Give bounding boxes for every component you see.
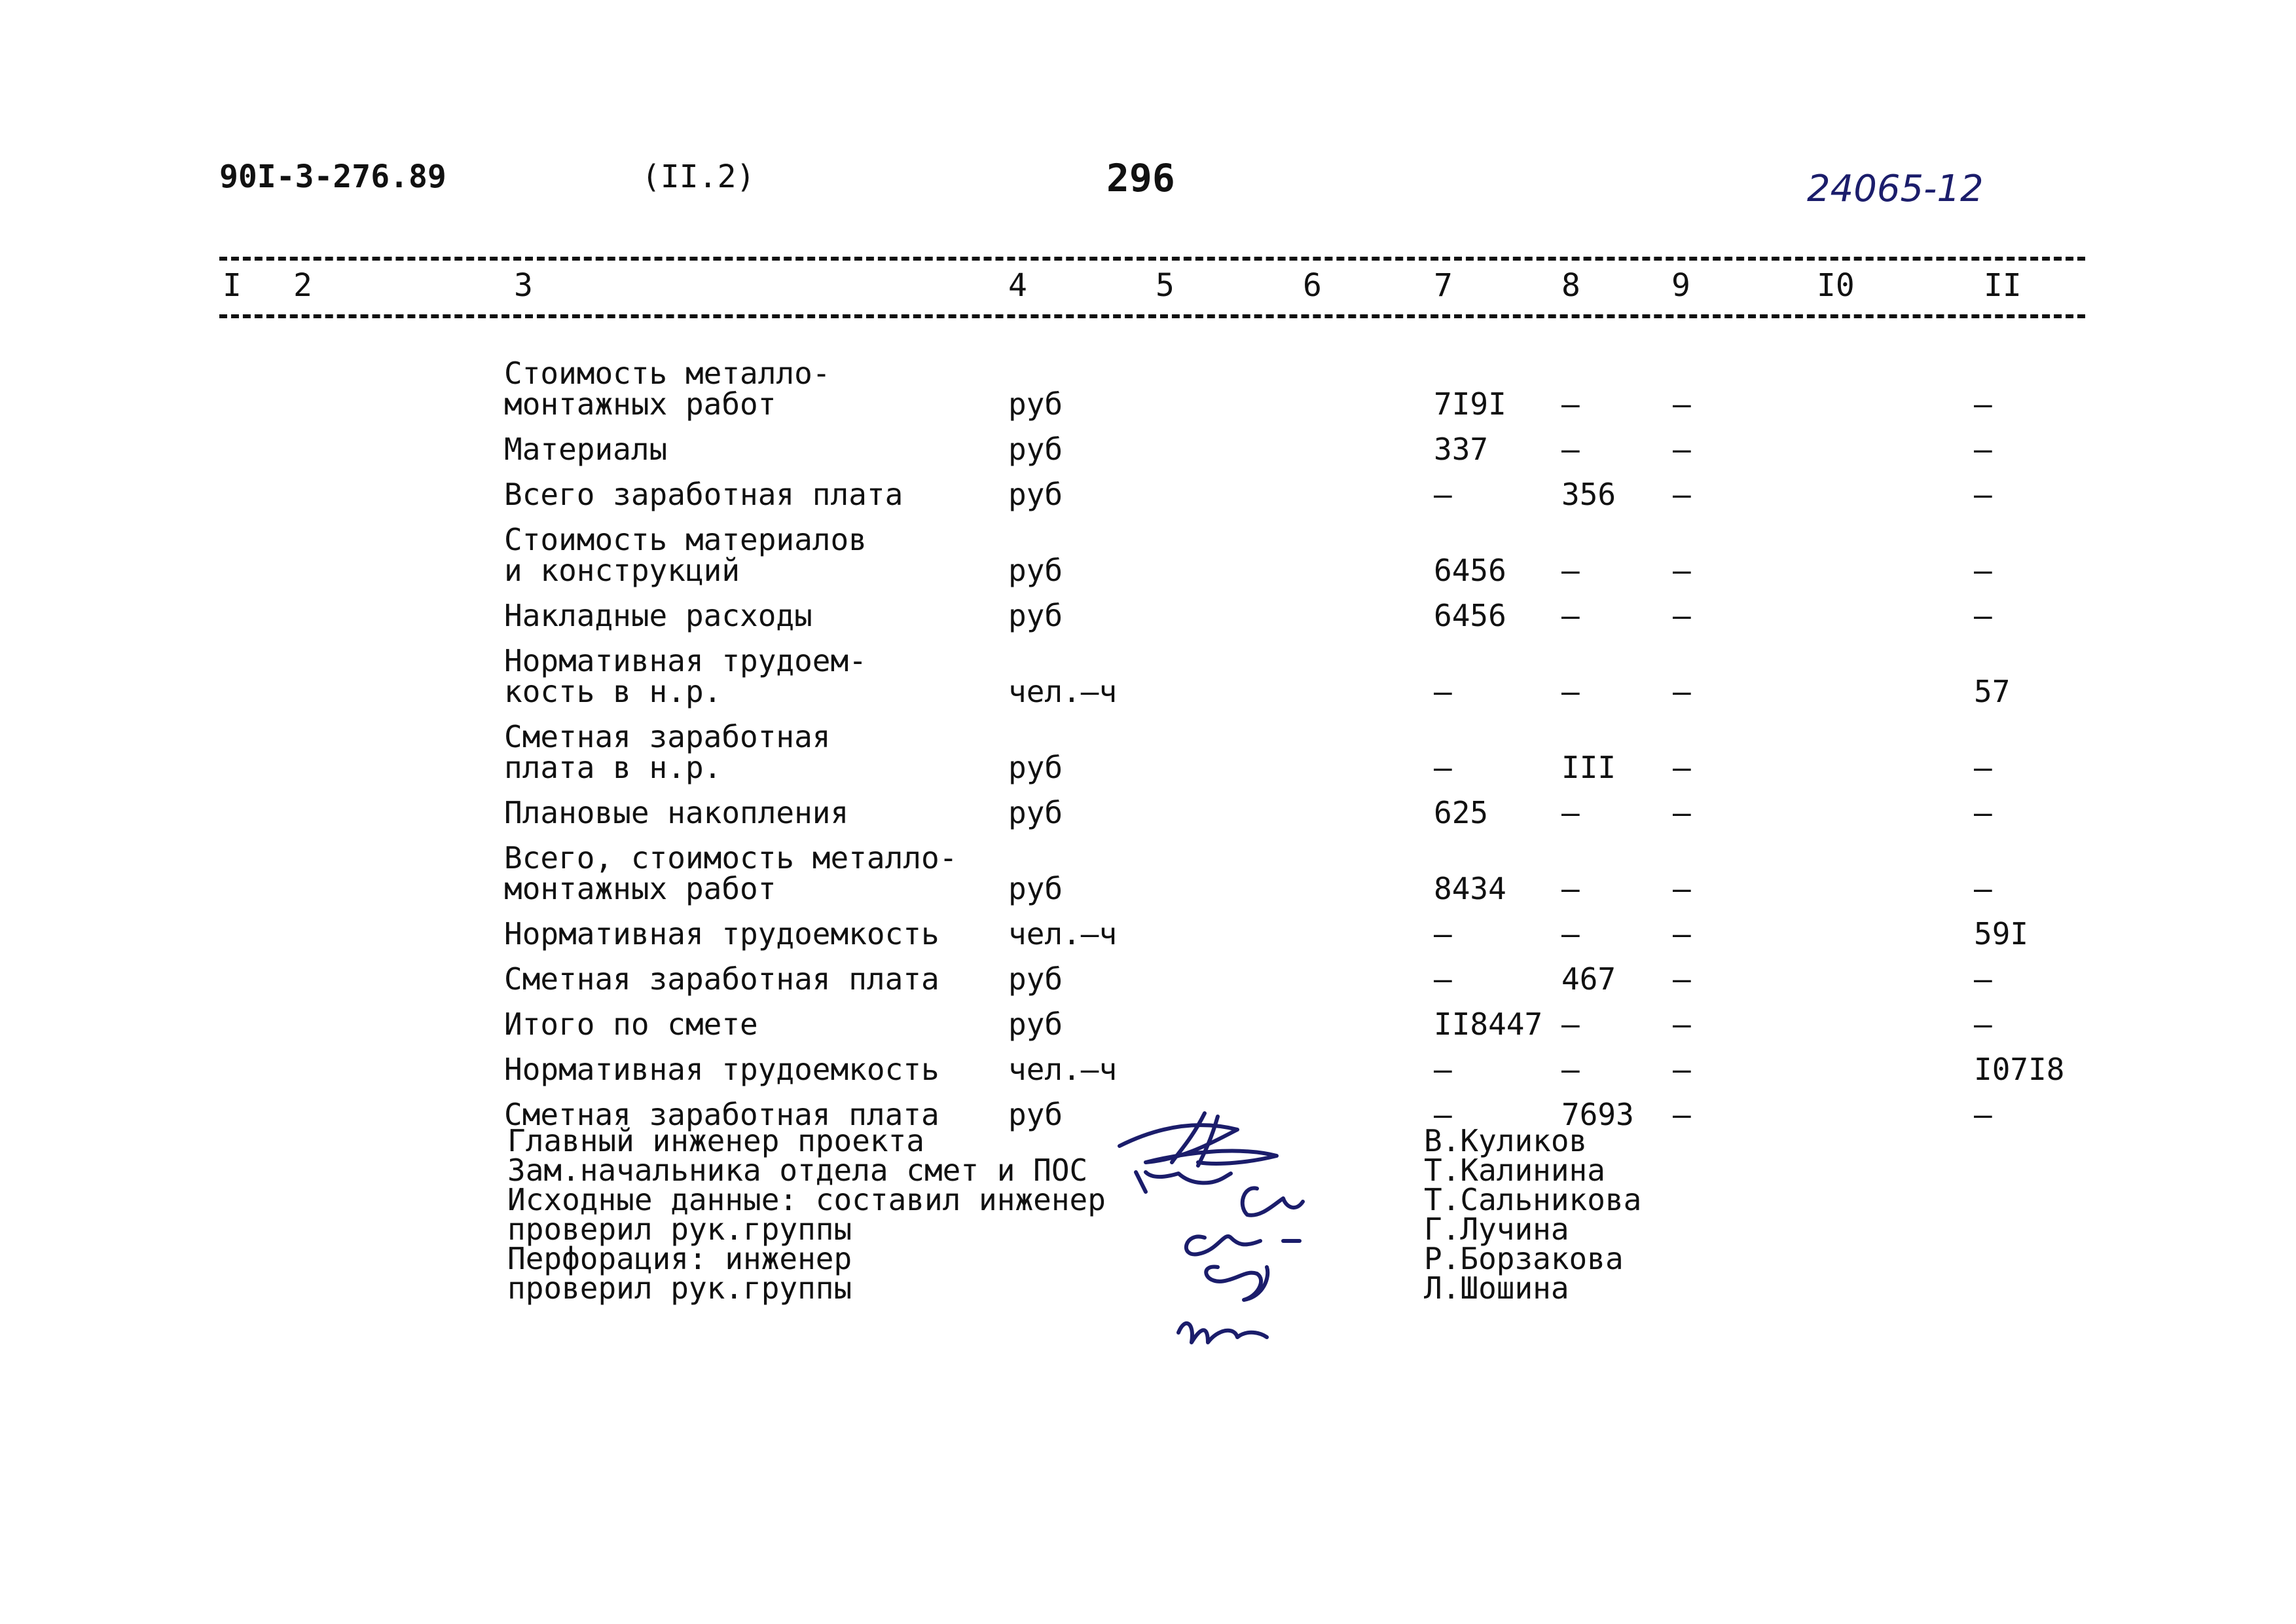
row-col9-value: – <box>1673 1097 1691 1132</box>
signature-names <box>1424 1123 1642 1306</box>
name-chief-engineer: В.Куликов <box>1424 1123 1588 1158</box>
row-name: Сметная заработная плата <box>504 961 939 997</box>
row-col8-value: III <box>1561 750 1616 785</box>
table-row <box>504 995 2105 1040</box>
table-row <box>504 828 2105 904</box>
document-code: 90I-3-276.89 <box>219 158 446 195</box>
signature-stroke <box>1136 1172 1231 1192</box>
row-col9-value: – <box>1673 553 1691 588</box>
row-col7-value: – <box>1434 1052 1452 1087</box>
name-perforation-checked: Л.Шошина <box>1424 1270 1569 1306</box>
row-unit: руб <box>1008 871 1063 906</box>
row-unit: руб <box>1008 432 1063 467</box>
handwritten-number <box>1807 160 2003 219</box>
row-unit: руб <box>1008 1006 1063 1042</box>
column-2-header: 2 <box>293 267 312 304</box>
signature-stroke <box>1206 1267 1267 1300</box>
table-row <box>504 465 2105 510</box>
row-col8-value: – <box>1561 598 1580 633</box>
row-unit: руб <box>1008 598 1063 633</box>
row-unit: руб <box>1008 553 1063 588</box>
row-col8-value: – <box>1561 916 1580 951</box>
signature-roles <box>507 1123 1106 1306</box>
row-name: Всего, стоимость металло- монтажных работ <box>504 840 958 906</box>
table-row <box>504 510 2105 586</box>
row-col7-value: – <box>1434 916 1452 951</box>
column-1-header: I <box>223 267 242 304</box>
row-col11-value: – <box>1974 750 1992 785</box>
row-col11-value: 59I <box>1974 916 2029 951</box>
role-deputy-head: Зам.начальника отдела смет и ПОС <box>507 1153 1088 1188</box>
row-col11-value: – <box>1974 961 1992 997</box>
row-unit: руб <box>1008 386 1063 422</box>
name-source-compiled: Т.Сальникова <box>1424 1182 1642 1217</box>
row-col9-value: – <box>1673 961 1691 997</box>
row-name: Стоимость металло- монтажных работ <box>504 356 831 422</box>
signature-stroke <box>1178 1323 1267 1342</box>
row-col9-value: – <box>1673 916 1691 951</box>
row-col9-value: – <box>1673 432 1691 467</box>
table-row <box>504 707 2105 783</box>
row-col11-value: – <box>1974 795 1992 830</box>
handwritten-signatures <box>1106 1100 1388 1362</box>
signature-stroke <box>1186 1236 1260 1254</box>
row-name: Материалы <box>504 432 668 467</box>
row-col9-value: – <box>1673 386 1691 422</box>
row-unit: руб <box>1008 961 1063 997</box>
row-col8-value: – <box>1561 553 1580 588</box>
row-col11-value: – <box>1974 598 1992 633</box>
section-number: (II.2) <box>642 158 756 195</box>
row-col8-value: 7693 <box>1561 1097 1634 1132</box>
row-unit: чел.–ч <box>1008 674 1118 709</box>
row-col11-value: – <box>1974 1097 1992 1132</box>
column-7-header: 7 <box>1434 267 1453 304</box>
column-10-header: I0 <box>1817 267 1855 304</box>
row-col11-value: – <box>1974 477 1992 512</box>
row-col7-value: 337 <box>1434 432 1489 467</box>
row-col11-value: 57 <box>1974 674 2011 709</box>
row-col8-value: – <box>1561 1006 1580 1042</box>
row-unit: руб <box>1008 477 1063 512</box>
row-col8-value: – <box>1561 386 1580 422</box>
row-col8-value: – <box>1561 1052 1580 1087</box>
estimate-table <box>504 344 2105 1130</box>
table-row <box>504 420 2105 465</box>
column-4-header: 4 <box>1008 267 1027 304</box>
row-col9-value: – <box>1673 674 1691 709</box>
row-name: Сметная заработная плата <box>504 1097 939 1132</box>
row-name: Всего заработная плата <box>504 477 903 512</box>
table-row <box>504 950 2105 995</box>
row-col8-value: 356 <box>1561 477 1616 512</box>
svg-text:24065-12: 24065-12 <box>1807 168 1984 210</box>
row-col7-value: – <box>1434 750 1452 785</box>
row-col7-value: II8447 <box>1434 1006 1543 1042</box>
row-col9-value: – <box>1673 795 1691 830</box>
name-perforation-engineer: Р.Борзакова <box>1424 1241 1624 1276</box>
row-col9-value: – <box>1673 750 1691 785</box>
role-source-compiled: Исходные данные: составил инженер <box>507 1182 1106 1217</box>
table-row <box>504 1040 2105 1085</box>
column-11-header: II <box>1984 267 2022 304</box>
row-name: Сметная заработная плата в н.р. <box>504 719 831 785</box>
row-col8-value: – <box>1561 674 1580 709</box>
signature-stroke <box>1120 1125 1277 1164</box>
signature-stroke <box>1243 1188 1303 1215</box>
column-9-header: 9 <box>1671 267 1690 304</box>
row-col8-value: 467 <box>1561 961 1616 997</box>
row-col11-value: – <box>1974 432 1992 467</box>
row-col9-value: – <box>1673 598 1691 633</box>
name-source-checked: Г.Лучина <box>1424 1211 1569 1247</box>
table-row <box>504 904 2105 950</box>
row-unit: руб <box>1008 1097 1063 1132</box>
row-name: Итого по смете <box>504 1006 758 1042</box>
row-col9-value: – <box>1673 1006 1691 1042</box>
column-6-header: 6 <box>1303 267 1322 304</box>
row-col8-value: – <box>1561 795 1580 830</box>
role-perforation-checked: проверил рук.группы <box>507 1270 852 1306</box>
row-col11-value: – <box>1974 553 1992 588</box>
row-col9-value: – <box>1673 871 1691 906</box>
row-col7-value: – <box>1434 1097 1452 1132</box>
row-col11-value: – <box>1974 386 1992 422</box>
table-row <box>504 344 2105 420</box>
row-col7-value: 6456 <box>1434 598 1506 633</box>
header-top-rule <box>219 257 2085 261</box>
row-col7-value: – <box>1434 477 1452 512</box>
row-name: Нормативная трудоем- кость в н.р. <box>504 643 867 709</box>
page-number: 296 <box>1106 156 1175 200</box>
row-col8-value: – <box>1561 432 1580 467</box>
table-row <box>504 586 2105 631</box>
row-col8-value: – <box>1561 871 1580 906</box>
row-name: Нормативная трудоемкость <box>504 1052 939 1087</box>
row-unit: руб <box>1008 750 1063 785</box>
row-name: Нормативная трудоемкость <box>504 916 939 951</box>
row-name: Стоимость материалов и конструкций <box>504 522 867 588</box>
row-name: Накладные расходы <box>504 598 812 633</box>
table-row <box>504 631 2105 707</box>
row-col9-value: – <box>1673 477 1691 512</box>
role-chief-engineer: Главный инженер проекта <box>507 1123 924 1158</box>
row-col11-value: – <box>1974 1006 1992 1042</box>
column-8-header: 8 <box>1561 267 1580 304</box>
row-col7-value: – <box>1434 674 1452 709</box>
role-source-checked: проверил рук.группы <box>507 1211 852 1247</box>
column-5-header: 5 <box>1156 267 1175 304</box>
row-col9-value: – <box>1673 1052 1691 1087</box>
row-col7-value: 8434 <box>1434 871 1506 906</box>
row-col7-value: 625 <box>1434 795 1489 830</box>
row-col11-value: – <box>1974 871 1992 906</box>
header-bottom-rule <box>219 314 2085 318</box>
row-unit: чел.–ч <box>1008 916 1118 951</box>
role-perforation-engineer: Перфорация: инженер <box>507 1241 852 1276</box>
row-unit: руб <box>1008 795 1063 830</box>
row-col7-value: 7I9I <box>1434 386 1506 422</box>
table-row <box>504 783 2105 828</box>
name-deputy-head: Т.Калинина <box>1424 1153 1605 1188</box>
column-3-header: 3 <box>514 267 533 304</box>
row-col7-value: – <box>1434 961 1452 997</box>
row-unit: чел.–ч <box>1008 1052 1118 1087</box>
row-name: Плановые накопления <box>504 795 849 830</box>
row-col7-value: 6456 <box>1434 553 1506 588</box>
row-col11-value: I07I8 <box>1974 1052 2065 1087</box>
